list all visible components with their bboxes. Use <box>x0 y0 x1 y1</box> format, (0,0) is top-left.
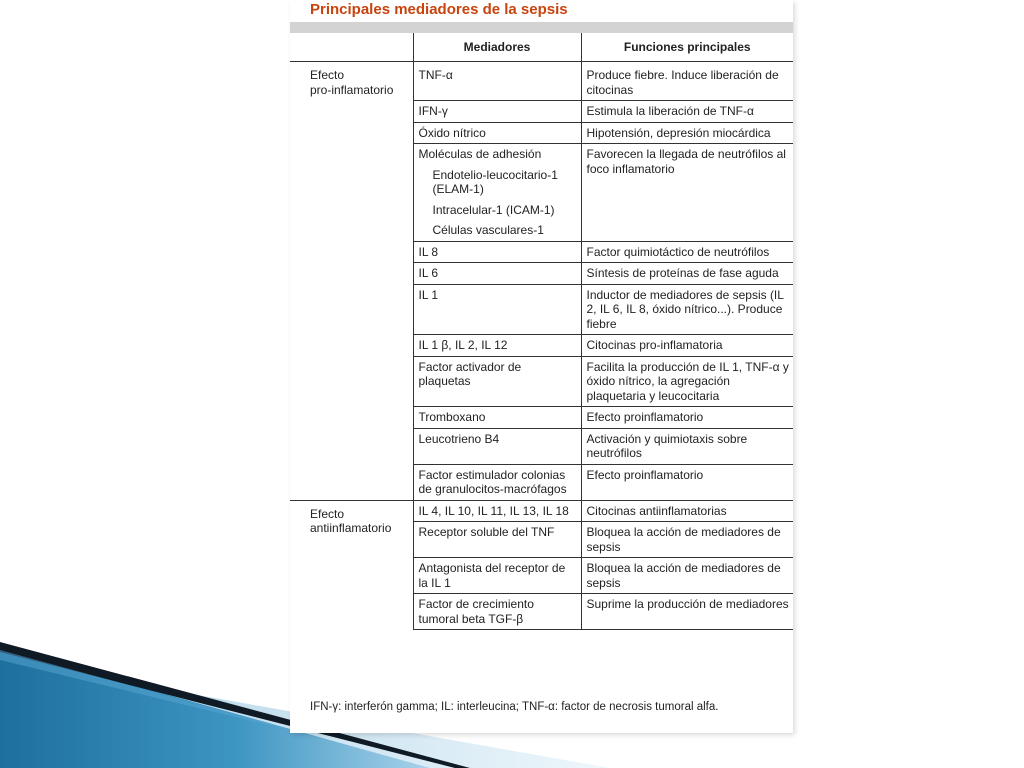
mediator-name: Óxido nítrico <box>418 125 486 140</box>
function-cell: Bloquea la acción de mediadores de sepsis <box>581 558 793 594</box>
mediator-subitem: Endotelio-leucocitario-1 (ELAM-1) <box>432 167 558 196</box>
mediator-cell <box>413 144 581 242</box>
mediator-name: Moléculas de adhesión <box>418 147 542 161</box>
mediator-name: IL 1 <box>418 287 439 302</box>
function-cell: Efecto proinflamatorio <box>581 407 793 429</box>
header-mediadores: Mediadores <box>413 33 581 62</box>
mediator-cell <box>413 594 581 630</box>
mediator-name: IFN-γ <box>418 104 448 118</box>
function-cell: Inductor de mediadores de sepsis (IL 2, IL 6, IL 8, óxido nítrico...). Produce fiebre <box>581 284 793 335</box>
mediator-cell <box>413 500 581 522</box>
mediator-cell <box>413 407 581 429</box>
mediator-cell <box>413 356 581 407</box>
mediator-cell <box>413 428 581 464</box>
mediator-cell <box>413 101 581 123</box>
group-label: Efecto pro-inflamatorio <box>310 68 394 97</box>
function-cell: Efecto proinflamatorio <box>581 464 793 500</box>
mediator-cell <box>413 335 581 357</box>
header-funciones: Funciones principales <box>581 33 793 62</box>
mediator-subitem: Intracelular-1 (ICAM-1) <box>432 202 555 217</box>
footnote: IFN-γ: interferón gamma; IL: interleucina; TNF-α: factor de necrosis tumoral alfa. <box>310 701 719 713</box>
function-cell: Citocinas antiinflamatorias <box>581 500 793 522</box>
mediator-name: IL 4, IL 10, IL 11, IL 13, IL 18 <box>418 503 569 518</box>
function-cell: Síntesis de proteínas de fase aguda <box>581 263 793 285</box>
mediator-subitem: Células vasculares-1 <box>432 223 544 237</box>
mediator-name: Receptor soluble del TNF <box>418 525 555 539</box>
function-cell: Estimula la liberación de TNF-α <box>581 101 793 123</box>
mediator-name: Factor estimulador colonias de granulocitos-macrófagos <box>418 467 567 496</box>
page-title: Principales mediadores de la sepsis <box>310 1 568 18</box>
function-cell: Citocinas pro-inflamatoria <box>581 335 793 357</box>
function-cell: Factor quimiotáctico de neutrófilos <box>581 241 793 263</box>
table-row <box>290 500 793 522</box>
document-page <box>290 0 793 733</box>
mediator-name: Tromboxano <box>418 410 486 424</box>
header-empty <box>290 33 413 62</box>
mediator-name: Factor activador de plaquetas <box>418 359 522 388</box>
table-header-row <box>290 33 793 62</box>
mediator-name: IL 8 <box>418 244 439 259</box>
mediator-name: TNF-α <box>418 68 453 82</box>
mediators-table <box>290 33 793 630</box>
function-cell: Suprime la producción de mediadores <box>581 594 793 630</box>
mediator-cell <box>413 558 581 594</box>
function-cell: Hipotensión, depresión miocárdica <box>581 122 793 144</box>
group-label: Efecto antiinflamatorio <box>290 500 413 630</box>
mediator-cell <box>413 464 581 500</box>
mediator-name: Antagonista del receptor de la IL 1 <box>418 561 566 590</box>
function-cell: Facilita la producción de IL 1, TNF-α y óxido nítrico, la agregación plaquetaria y leucocitaria <box>581 356 793 407</box>
function-cell: Bloquea la acción de mediadores de sepsis <box>581 522 793 558</box>
mediator-cell <box>413 522 581 558</box>
mediator-cell <box>413 62 581 101</box>
mediator-name: Leucotrieno B4 <box>418 431 500 446</box>
mediator-cell <box>413 241 581 263</box>
mediator-cell <box>413 284 581 335</box>
table-row <box>290 62 793 101</box>
function-cell: Favorecen la llegada de neutrófilos al foco inflamatorio <box>581 144 793 242</box>
mediator-name: Factor de crecimiento tumoral beta TGF-β <box>418 597 534 626</box>
mediators-table-wrap <box>290 33 793 630</box>
title-bar <box>290 22 793 33</box>
mediator-name: IL 1 β, IL 2, IL 12 <box>418 338 508 352</box>
mediator-cell <box>413 263 581 285</box>
function-cell: Produce fiebre. Induce liberación de citocinas <box>581 62 793 101</box>
function-cell: Activación y quimiotaxis sobre neutrófilos <box>581 428 793 464</box>
mediator-name: IL 6 <box>418 266 439 280</box>
mediator-cell <box>413 122 581 144</box>
